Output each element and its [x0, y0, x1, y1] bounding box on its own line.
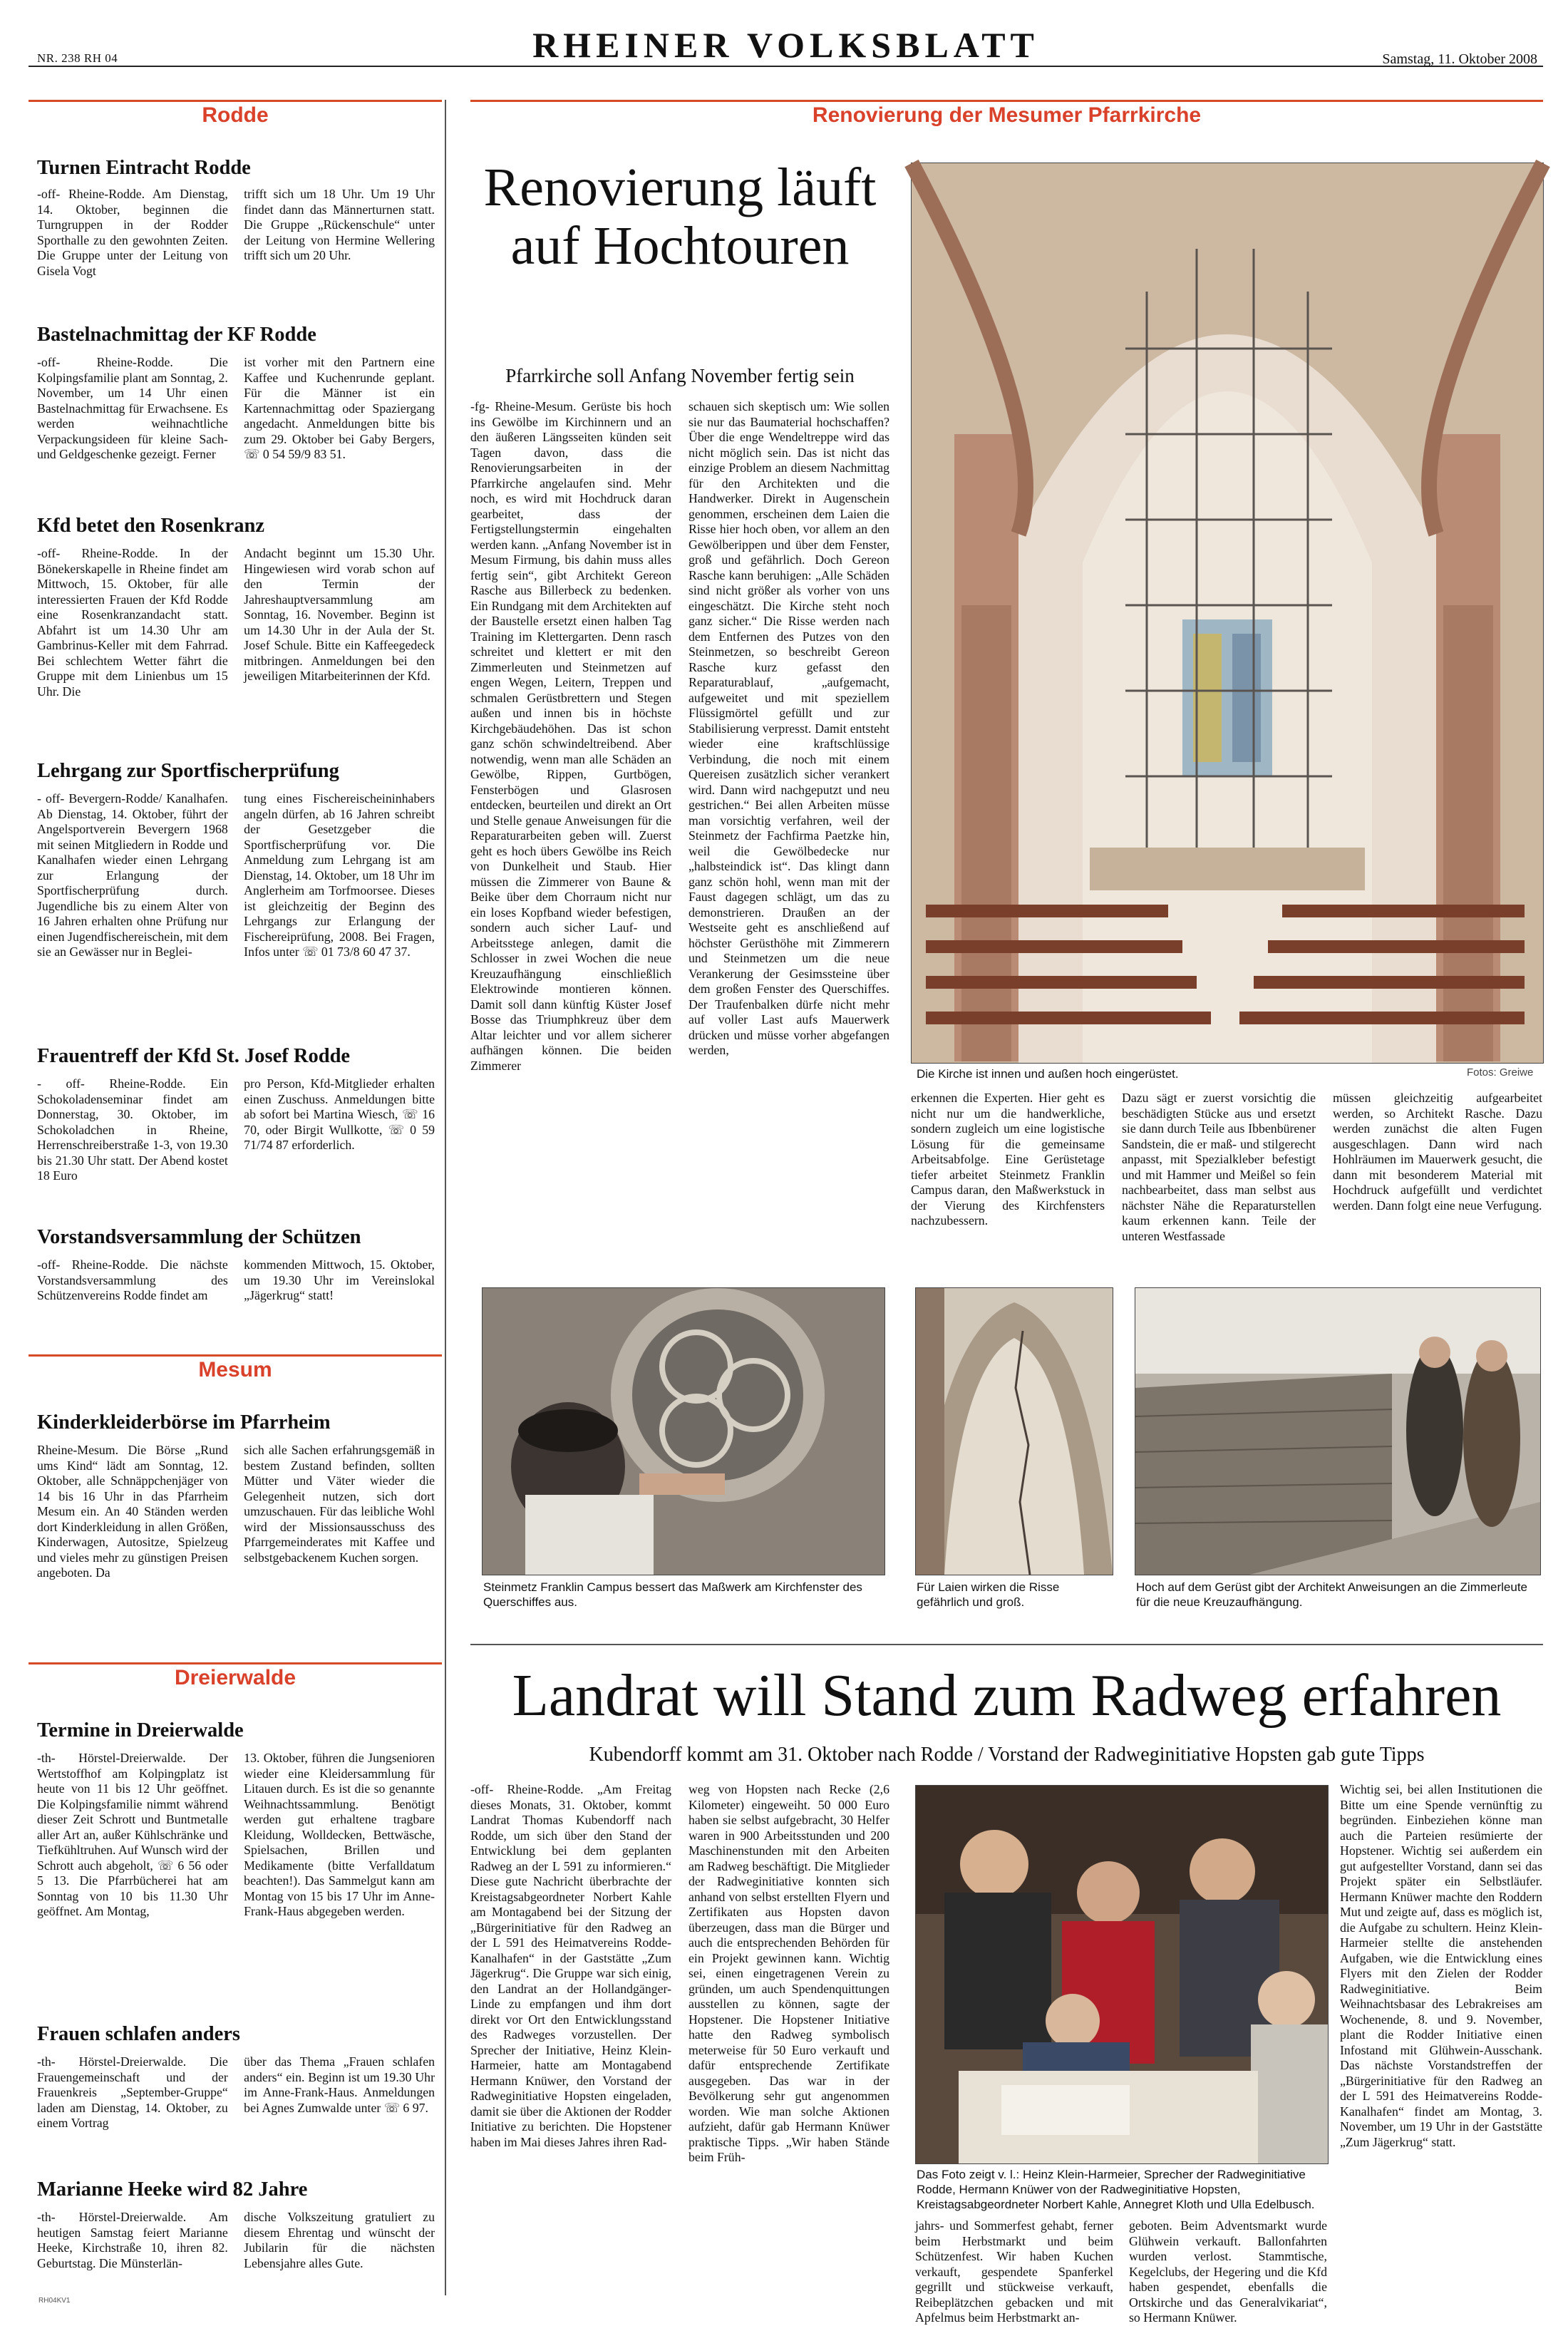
item-text: ist vorher mit den Partnern eine Kaffee und Kuchenrunde geplant. Für die Männer ist ein Kartennachmittag oder Spaziergang angedacht. Anmeldungen bitte bis zum 29. Oktober bei Gaby Bergers, ☏ 0 54 59/9 83 51. [244, 355, 435, 461]
newspaper-title: RHEINER VOLKSBLATT [532, 25, 1039, 65]
group-meeting-photo [915, 1785, 1329, 2164]
item-text: Rheine-Mesum. Die Börse „Rund ums Kind“ lädt am Sonntag, 12. Oktober, alle Schnäppchenjäger von 14 bis 16 Uhr in das Pfarrheim Mesum ein. An 40 Ständen werden dort Kinderkleidung in allen Größen, Kinderwagen, Autositze, Spielzeug und vieles mehr zu günstigen Preisen angeboten. Da [37, 1443, 228, 1580]
item-body-lehrgang [37, 791, 435, 1031]
cracks-photo [915, 1287, 1113, 1575]
footer-code: RH04KV1 [38, 2297, 71, 2305]
item-text: 13. Oktober, führen die Jungsenioren wieder eine Kleidersammlung für Litauen durch. Es ist die so genannte Weihnachtssammlung. Benötigt werden gut erhaltene tragbare Kleidung, Wolldecken, Bettwäsche, Spielsachen, Brillen und Medikamente (bitte Verfalldatum beachten!). Das Sammelgut kann am Montag von 15 bis 17 Uhr im Anne-Frank-Haus abgegeben werden. [244, 1751, 435, 1918]
item-text: trifft sich um 18 Uhr. Um 19 Uhr findet dann das Männerturnen statt. Die Gruppe „Rückenschule“ unter der Leitung von Hermine Wellering trifft sich um 20 Uhr. [244, 187, 435, 262]
section-label-renovierung: Renovierung der Mesumer Pfarrkirche [470, 100, 1543, 129]
article-column: Dazu sägt er zuerst vorsichtig die beschädigten Stücke aus und ersetzt sie dann durch Teile aus Ibbenbürener Sandstein, die er maß- und stilgerecht anpasst, mit Spezialkleber befestigt und mit Hammer und Meißel so fein nachbearbeitet, dass man selbst aus nächster Nähe die Reparaturstellen kaum erkennen kann. Teile der unteren Westfassade [1122, 1091, 1316, 1243]
article-headline-renovierung: Renovierung läuft auf Hochtouren [483, 158, 877, 276]
photo-caption-cracks: Für Laien wirken die Risse gefährlich und groß. [917, 1580, 1060, 1609]
article-column: geboten. Beim Adventsmarkt wurde Glühwein verkauft. Ballonfahrten wurden verlost. Stammtische, Kegelclubs, der Hegering und die Kfd haben gespendet, ebenfalls die Ortskirche und das Generalvikariat“, so Hermann Knüwer. [1129, 2218, 1327, 2325]
item-text: dische Volkszeitung gratuliert zu diesem Ehrentag und wünscht der Jubilarin für die nächsten Lebensjahre alles Gute. [244, 2210, 435, 2270]
item-title-schuetzen: Vorstandsversammlung der Schützen [37, 1226, 361, 1248]
item-text: -off- Rheine-Rodde. Am Dienstag, 14. Oktober, beginnen die Turngruppen in der Rodder Sporthalle zu den gewohnten Zeiten. Die Gruppe unter der Leitung von Gisela Vogt [37, 187, 228, 278]
item-text: tung eines Fischereischeininhabers angeln dürfen, ab 16 Jahren schreibt der Gesetzgeber die Sportfischerprüfung vor. Die Anmeldung zum Lehrgang ist am Dienstag, 14. Oktober, um 18 Uhr im Anglerheim am Torfmoorsee. Dieses ist gleichzeitig der Beginn des Lehrgangs zur Erlangung der Fischereiprüfung, 2008. Bei Fragen, Infos unter ☏ 01 73/8 60 47 37. [244, 791, 435, 959]
item-title-turnen: Turnen Eintracht Rodde [37, 157, 251, 179]
column-divider [445, 100, 446, 2295]
item-text: kommenden Mittwoch, 15. Oktober, um 19.30 Uhr im Vereinslokal „Jägerkrug“ statt! [244, 1257, 435, 1302]
article-divider [470, 1644, 1543, 1645]
masthead [29, 21, 1543, 67]
article-subhead-renovierung: Pfarrkirche soll Anfang November fertig sein [505, 365, 855, 386]
article-column: -off- Rheine-Rodde. „Am Freitag dieses Monats, 31. Oktober, kommt Landrat Thomas Kubendorff nach Rodde, um sich über den Stand der Entwicklung bei dem geplanten Radweg an der L 591 zu informieren.“ Diese gute Nachricht überbrachte der Kreistagsabgeordneter Norbert Kahle am Montagabend bei der Sitzung der „Bürgerinitiative für den Radweg an der L 591 des Heimatvereins Rodde-Kanalhafen“ in der Gaststätte „Zum Jägerkrug“. Die Gruppe war sich einig, den Landrat an der Hollandgänger-Linde zu empfangen und ihm dort direkt vor Ort den Entwicklungsstand des Radweges vorzustellen. Der Sprecher der Initiative, Heinz Klein-Harmeier, hatte am Montagabend Hermann Knüwer, den Vorstand der Radweginitiative Hopsten eingeladen, damit sie über die Aktionen der Rodder Initiative zu berichten. Die Hopstener haben im Mai dieses Jahres ihren Rad- [470, 1782, 671, 2149]
section-label-mesum: Mesum [29, 1354, 442, 1384]
item-body-kinder [37, 1443, 435, 1648]
item-text: - off- Bevergern-Rodde/ Kanalhafen. Ab Dienstag, 14. Oktober, führt der Angelsportverein Bevergern 1968 mit seinen Mitgliedern in Rodde und Kanalhafen wieder einen Lehrgang zur Erlangung der Sportfischerprüfung durch. Jugendliche bis zu einem Alter von 16 Jahren erhalten ohne Prüfung nur einen Jugendfischereischein, mit dem sie an Gewässer nur in Beglei- [37, 791, 228, 959]
item-title-kfd: Kfd betet den Rosenkranz [37, 515, 265, 537]
article-subhead-radweg: Kubendorff kommt am 31. Oktober nach Rodde / Vorstand der Radweginitiative Hopsten gab gute Tipps [589, 1744, 1425, 1766]
item-body-turnen [37, 187, 435, 307]
photo-credit: Fotos: Greiwe [1467, 1066, 1534, 1079]
item-title-basteln: Bastelnachmittag der KF Rodde [37, 324, 316, 346]
item-body-frauen [37, 2054, 435, 2168]
item-title-heeke: Marianne Heeke wird 82 Jahre [37, 2178, 308, 2201]
item-text: - off- Rheine-Rodde. Ein Schokoladenseminar findet am Donnerstag, 30. Oktober, im Schokoladchen in Rheine, Herrenschreiberstraße 1-3, von 19.30 bis 21.30 Uhr statt. Der Abend kostet 18 Euro [37, 1076, 228, 1183]
item-text: über das Thema „Frauen schlafen anders“ ein. Beginn ist um 19.30 Uhr im Anne-Frank-Haus. Anmeldungen bei Agnes Zumwalde unter ☏ 6 97. [244, 2054, 435, 2115]
item-body-basteln [37, 355, 435, 512]
item-text: -th- Hörstel-Dreierwalde. Der Wertstoffhof am Kolpingplatz ist heute von 11 bis 12 Uhr geöffnet. Die Kolpingsfamilie nimmt während dieser Zeit Schrott und Buntmetalle aller Art an, außer Kühlschränke und Tiefkühltruhen. Auf Wunsch wird der Schrott auch abgeholt, ☏ 6 56 oder 5 13. Die Pfarrbücherei hat am Sonntag von 10 bis 11.30 Uhr geöffnet. Am Montag, [37, 1751, 228, 1918]
item-text: -th- Hörstel-Dreierwalde. Die Frauengemeinschaft und der Frauenkreis „September-Gruppe“ laden am Dienstag, 14. Oktober, zu einem Vortrag [37, 2054, 228, 2130]
item-title-lehrgang: Lehrgang zur Sportfischerprüfung [37, 760, 339, 782]
article-column: schauen sich skeptisch um: Wie sollen sie nur das Baumaterial hochschaffen? Über die enge Wendeltreppe wird das nicht möglich sein. Das ist nicht das einzige Problem an diesem Nachmittag für den Architekten und die Handwerker. Direkt in Augenschein genommen, erscheinen dem Laien die Risse hier hoch oben, vor allem an den Gewölberippen und über dem Fenster, groß und gefährlich. Doch Gereon Rasche kann beruhigen: „Alle Schäden sind nicht größer als vorher von uns eingeschätzt. Die Kirche steht noch ganz sicher.“ Die Risse werden nach dem Entfernen des Putzes von den Steinmetzen, so beschreibt Gereon Rasche kurz gefasst den Reparaturablauf, „aufgemacht, aufgeweitet und mit speziellem Flüssigmörtel gefüllt und zur Stabilisierung verpresst. Damit entsteht wieder eine kraftschlüssige Verbindung, die noch mit einem Quereisen zusätzlich sicher verankert wird. Dann wird nachgeputzt und neu gestrichen.“ Bei allen Arbeiten müsse man vorsichtig verfahren, weil der Steinmetz der Fachfirma Paetzke hin, weil die Gewölbedecke nur „halbsteindick ist“. Das klingt dann ganz schön hohl, wenn man mit der Faust dagegen schlägt, um das zu demonstrieren. Draußen an der Westseite geht es anschließend auf höchster Gerüsthöhe mit Zimmerern und Steinmetzen um die neue Verankerung der Gesimssteine über dem großen Fenster des Querschiffes. Der Traufenbalken dürfe nicht mehr auf voller Last aufs Mauerwerk drücken und müsse vorher abgefangen werden, [688, 399, 889, 1057]
article-column: erkennen die Experten. Hier geht es nicht nur um die handwerkliche, sondern zugleich um eine logistische Lösung für die gemeinsame Arbeitsabfolge. Eine Gerüstetage tiefer arbeitet Steinmetz Franklin Campus daran, den Maßwerkstuck in der Vierung des Kirchfensters nachzubessern. [911, 1091, 1105, 1228]
item-body-frauentreff [37, 1076, 435, 1212]
photo-caption-main: Die Kirche ist innen und außen hoch eingerüstet. [917, 1067, 1179, 1081]
church-interior-image [912, 163, 1543, 1063]
item-title-frauen: Frauen schlafen anders [37, 2023, 240, 2045]
stonemason-photo [482, 1287, 885, 1575]
issue-date: Samstag, 11. Oktober 2008 [1382, 51, 1537, 67]
photo-caption-scaffold: Hoch auf dem Gerüst gibt der Architekt Anweisungen an die Zimmerleute für die neue Kreuzaufhängung. [1136, 1580, 1528, 1609]
cracks-image [916, 1288, 1113, 1575]
article-column: weg von Hopsten nach Recke (2,6 Kilometer) eingeweiht. 50 000 Euro haben sie selbst aufgebracht, 30 Helfer waren in 900 Arbeitsstunden und 200 Maschinenstunden mit den Arbeiten am Radweg beschäftigt. Die Mitglieder der Radweginitiative konnten sich anhand von selbst erstellten Flyern und Zertifikaten aus Hopsten davon überzeugen, dass man die Bürger und auch die entsprechenden Behörden für ein Projekt gewinnen kann. Wichtig sei, einen eingetragenen Verein zu gründen, um auch Spendenquittungen ausstellen zu können, sagte der Hopstener. Die Hopstener Initiative hatte den Radweg symbolisch meterweise für 50 Euro verkauft und dafür entsprechende Zertifikate ausgegeben. Das war in der Bevölkerung sehr gut angenommen worden. Wie man solche Aktionen aufzieht, dafür gab Hermann Knüwer praktische Tipps. „Wir haben Stände beim Früh- [688, 1782, 889, 2164]
photo-caption-stonemason: Steinmetz Franklin Campus bessert das Maßwerk am Kirchfenster des Querschiffes aus. [483, 1580, 862, 1609]
item-text: pro Person, Kfd-Mitglieder erhalten einen Zuschuss. Anmeldungen bitte ab sofort bei Martina Wiesch, ☏ 16 70, oder Birgit Wullkotte, ☏ 0 59 71/74 87 erforderlich. [244, 1076, 435, 1152]
item-body-termine [37, 1751, 435, 2014]
article-column: müssen gleichzeitig aufgearbeitet werden, so Architekt Rasche. Dazu werden zunächst die alten Fugen ausgeschlagen. Dann wird nach Hohlräumen im Mauerwerk gesucht, die dann mit besonderem Material mit Hochdruck aufgefüllt und verdichtet werden. Dann folgt eine neue Verfugung. [1333, 1091, 1542, 1213]
section-label-rodde: Rodde [29, 100, 442, 129]
article-column: -fg- Rheine-Mesum. Gerüste bis hoch ins Gewölbe im Kirchinnern und an den äußeren Längsseiten künden seit Tagen davon, dass die Renovierungsarbeiten in der Pfarrkirche angelaufen sind. Mehr noch, es wird mit Hochdruck daran gearbeitet, dass der Fertigstellungstermin eingehalten werden kann. „Anfang November ist in Mesum Firmung, bis dahin muss alles fertig sein“, gibt Architekt Gereon Rasche aus Billerbeck zu bedenken. Ein Rundgang mit dem Architekten auf der Baustelle ersetzt einen halben Tag Training im Klettergarten. Denn rasch schreitet und klettert er mit den Zimmerleuten und Steinmetzen auf engen Wegen, Leitern, Treppen und schmalen Gerüstbrettern und Stegen außen und innen bis in höchste Kirchgebäudehöhen. Das ist schon ganz schön schwindeltreibend. Aber notwendig, wenn man alle Schäden an Gewölbe, Rippen, Gurtbögen, Fensterbögen und Glasrosen entdecken, beurteilen und direkt an Ort und Stelle genaue Anweisungen für die Reparaturarbeiten geben will. Zuerst geht es hoch übers Gewölbe ins Reich von Dunkelheit und Staub. Hier müssen die Zimmerer von Baune & Beike über dem Chorraum nicht nur ein loses Kopfband wieder befestigen, sondern auch sicher Lauf- und Arbeitsstege anlegen, damit die Schlosser in zwei Wochen die neue Kreuzaufhängung einschließlich Elektrowinde montieren können. Damit soll dann künftig Küster Josef Bosse das Triumphkreuz über dem Altar leichter und vor allem sicherer aufhängen können. Die beiden Zimmerer [470, 399, 671, 1073]
item-text: -th- Hörstel-Dreierwalde. Am heutigen Samstag feiert Marianne Heeke, Kirchstraße 10, ihren 82. Geburtstag. Die Münsterlän- [37, 2210, 228, 2270]
scaffold-image [1135, 1288, 1540, 1575]
section-label-dreierwalde: Dreierwalde [29, 1662, 442, 1692]
scaffold-photo [1135, 1287, 1541, 1575]
issue-number: NR. 238 RH 04 [37, 51, 118, 65]
item-title-frauentreff: Frauentreff der Kfd St. Josef Rodde [37, 1045, 351, 1067]
item-text: Andacht beginnt um 15.30 Uhr. Hingewiesen wird vorab schon auf den Termin der Jahreshauptversammlung am Sonntag, 16. November. Beginn ist um 14.30 Uhr in der Aula der St. Josef Schule. Bitte ein Kaffeegedeck mitbringen. Anmeldungen bei den jeweiligen Mitarbeiterinnen der Kfd. [244, 546, 435, 683]
item-body-kfd [37, 546, 435, 751]
item-title-termine: Termine in Dreierwalde [37, 1719, 244, 1741]
article-column: Wichtig sei, bei allen Institutionen die Bitte um eine Spende vernünftig zu begründen. Einbeziehen könne man auch die Parteien resümierte der Hopstener. Wichtig sei außerdem ein gut aufgestellter Vorstand, dann sei das Projekt später ein Selbstläufer. Hermann Knüwer machte den Roddern Mut und zeigte auf, dass es möglich ist, die Aufgabe zu schultern. Heinz Klein-Harmeier stellte die anstehenden Aufgaben, wie die Entwicklung eines Flyers mit den Zielen der Rodder Radweginitiative. Beim Weihnachtsbasar des Lebrakreises am Wochenende, 8. und 9. November, plant die Rodder Initiative einen Infostand mit Glühwein-Ausschank. Das nächste Vorstandstreffen der „Bürgerinitiative für den Radweg an der L 591 des Heimatvereins Rodde-Kanalhafen“ findet am Montag, 3. November, um 19 Uhr in der Gaststätte „Zum Jägerkrug“ statt. [1340, 1782, 1542, 2149]
item-text: -off- Rheine-Rodde. Die Kolpingsfamilie plant am Sonntag, 2. November, um 14 Uhr einen Bastelnachmittag für Erwachsene. Es werden weihnachtliche Verpackungsideen für kleine Sach- und Geldgeschenke gezeigt. Ferner [37, 355, 228, 461]
stonemason-image [483, 1288, 884, 1575]
item-body-heeke [37, 2210, 435, 2294]
item-text: sich alle Sachen erfahrungsgemäß in bestem Zustand befinden, sollten Mütter und Väter wieder die Gelegenheit nutzen, sich dort umzuschauen. Für das leibliche Wohl wird der Missionsausschuss des Pfarrgemeinderates mit Kaffee und selbstgebackenem Kuchen sorgen. [244, 1443, 435, 1565]
article-column: jahrs- und Sommerfest gehabt, ferner beim Herbstmarkt und beim Schützenfest. Wir haben Kuchen verkauft, gespendete Spanferkel gegrillt und stückweise verkauft, Reibeplätzchen gebacken und mit Apfelmus beim Herbstmarkt an- [915, 2218, 1113, 2325]
photo-caption-group: Das Foto zeigt v. l.: Heinz Klein-Harmeier, Sprecher der Radweginitiative Rodde, Hermann Knüwer von der Radweginitiative Hopsten, Kreistagsabgeordneter Norbert Kahle, Annegret Kloth und Ulla Edelbusch. [917, 2168, 1315, 2211]
item-text: -off- Rheine-Rodde. In der Bönekerskapelle in Rheine findet am Mittwoch, 15. Oktober, für alle interessierten Frauen der Kfd Rodde eine Rosenkranzandacht statt. Abfahrt ist um 14.30 Uhr am Gambrinus-Keller mit dem Fahrrad. Bei schlechtem Wetter fährt die Gruppe mit dem Linienbus um 15 Uhr. Die [37, 546, 228, 699]
item-text: -off- Rheine-Rodde. Die nächste Vorstandsversammlung des Schützenvereins Rodde findet am [37, 1257, 228, 1302]
group-meeting-image [916, 1786, 1328, 2163]
item-title-kinder: Kinderkleiderbörse im Pfarrheim [37, 1411, 331, 1434]
article-headline-radweg: Landrat will Stand zum Radweg erfahren [512, 1662, 1502, 1729]
item-body-schuetzen [37, 1257, 435, 1329]
church-interior-photo [911, 163, 1544, 1064]
